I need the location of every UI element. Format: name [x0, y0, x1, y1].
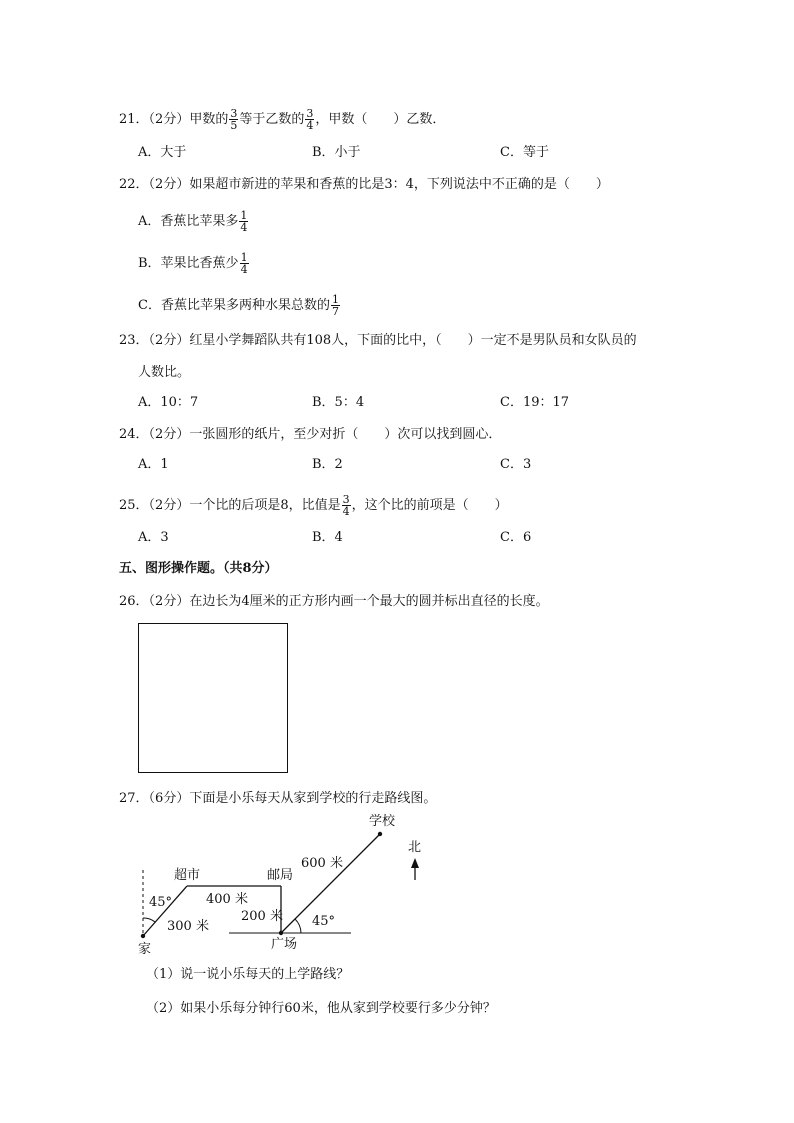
q22-option-b-fraction [240, 252, 249, 275]
label-angle-home: 45° [149, 895, 173, 910]
q23-stem-line1: 23．（2分）红星小学舞蹈队共有108人，下面的比中，（ ）一定不是男队员和女队员的 [119, 333, 637, 348]
label-dist-home-super: 300 米 [167, 919, 209, 934]
label-supermarket: 超市 [174, 868, 201, 883]
q22-option-b-text: B．苹果比香蕉少 [138, 256, 239, 271]
q22-c-num: 1 [331, 293, 339, 306]
q22-c-den: 7 [331, 305, 339, 318]
q21-frac2-num: 3 [306, 107, 314, 120]
q22-option-c-text: C．香蕉比苹果多两种水果总数的 [138, 298, 330, 313]
q22-a-den: 4 [240, 221, 248, 234]
q22-option-c [138, 294, 341, 317]
q25-suffix: ，这个比的前项是（ ） [351, 498, 508, 513]
q25-option-a: A．3 [138, 530, 169, 545]
q22-option-a [138, 210, 249, 233]
home-angle-arc [143, 918, 155, 922]
q25-option-b: B．4 [312, 530, 343, 545]
q26-stem: 26．（2分）在边长为4厘米的正方形内画一个最大的圆并标出直径的长度。 [119, 594, 549, 609]
north-arrow-icon [411, 858, 419, 868]
q27-sub-question-2: （2）如果小乐每分钟行60米，他从家到学校要行多少分钟？ [146, 1001, 496, 1016]
label-post-office: 邮局 [267, 868, 294, 883]
q21-fraction-2 [305, 108, 314, 131]
q22-b-num: 1 [240, 251, 248, 264]
q22-option-b [138, 252, 250, 275]
q21-fraction-1 [229, 108, 238, 131]
route-map [125, 808, 425, 958]
q23-option-b: B．5：4 [312, 395, 365, 410]
q23-option-a: A．10：7 [138, 395, 199, 410]
school-point [378, 832, 382, 836]
q22-option-c-fraction [331, 294, 340, 317]
label-dist-post-square: 200 米 [241, 909, 283, 924]
q21-option-b: B．小于 [312, 145, 361, 160]
q21-stem [119, 108, 445, 131]
label-dist-square-school: 600 米 [301, 856, 343, 871]
q23-option-c: C．19：17 [500, 395, 570, 410]
q22-b-den: 4 [240, 263, 248, 276]
square-drawing-box [138, 623, 288, 773]
q22-a-num: 1 [240, 209, 248, 222]
square-angle-arc [295, 919, 301, 933]
section-5-title: 五、图形操作题。（共8分） [119, 561, 278, 576]
square-point [279, 931, 283, 935]
label-north: 北 [408, 840, 422, 855]
label-school: 学校 [369, 814, 396, 829]
q24-option-c: C．3 [500, 457, 532, 472]
label-square: 广场 [271, 937, 298, 952]
q21-frac1-num: 3 [230, 107, 238, 120]
q24-option-a: A．1 [138, 457, 169, 472]
q25-frac-num: 3 [342, 493, 350, 506]
q24-stem: 24．（2分）一张圆形的纸片，至少对折（ ）次可以找到圆心． [119, 427, 502, 442]
home-point [141, 934, 145, 938]
label-dist-super-post: 400 米 [206, 892, 248, 907]
q22-option-a-fraction [239, 210, 248, 233]
label-angle-square: 45° [312, 914, 336, 929]
q25-prefix: 25．（2分）一个比的后项是8，比值是 [119, 498, 341, 513]
q23-stem-line2: 人数比。 [138, 365, 191, 380]
q21-option-c: C．等于 [500, 145, 549, 160]
q21-prefix: 21．（2分）甲数的 [119, 112, 229, 127]
q21-frac2-den: 4 [306, 119, 314, 132]
q25-frac-den: 4 [342, 505, 350, 518]
q21-suffix: ，甲数（ ）乙数． [315, 112, 446, 127]
q21-option-a: A．大于 [138, 145, 187, 160]
q24-option-b: B．2 [312, 457, 343, 472]
q25-stem [119, 494, 508, 517]
q22-option-a-text: A．香蕉比苹果多 [138, 214, 239, 229]
q21-frac1-den: 5 [230, 119, 238, 132]
label-home: 家 [138, 942, 152, 957]
q27-stem: 27．（6分）下面是小乐每天从家到学校的行走路线图。 [119, 791, 437, 806]
q21-mid: 等于乙数的 [239, 112, 305, 127]
q25-option-c: C．6 [500, 530, 532, 545]
q22-stem: 22．（2分）如果超市新进的苹果和香蕉的比是3：4，下列说法中不正确的是（ ） [119, 177, 609, 192]
q27-sub-question-1: （1）说一说小乐每天的上学路线？ [146, 967, 350, 982]
q25-fraction [342, 494, 351, 517]
